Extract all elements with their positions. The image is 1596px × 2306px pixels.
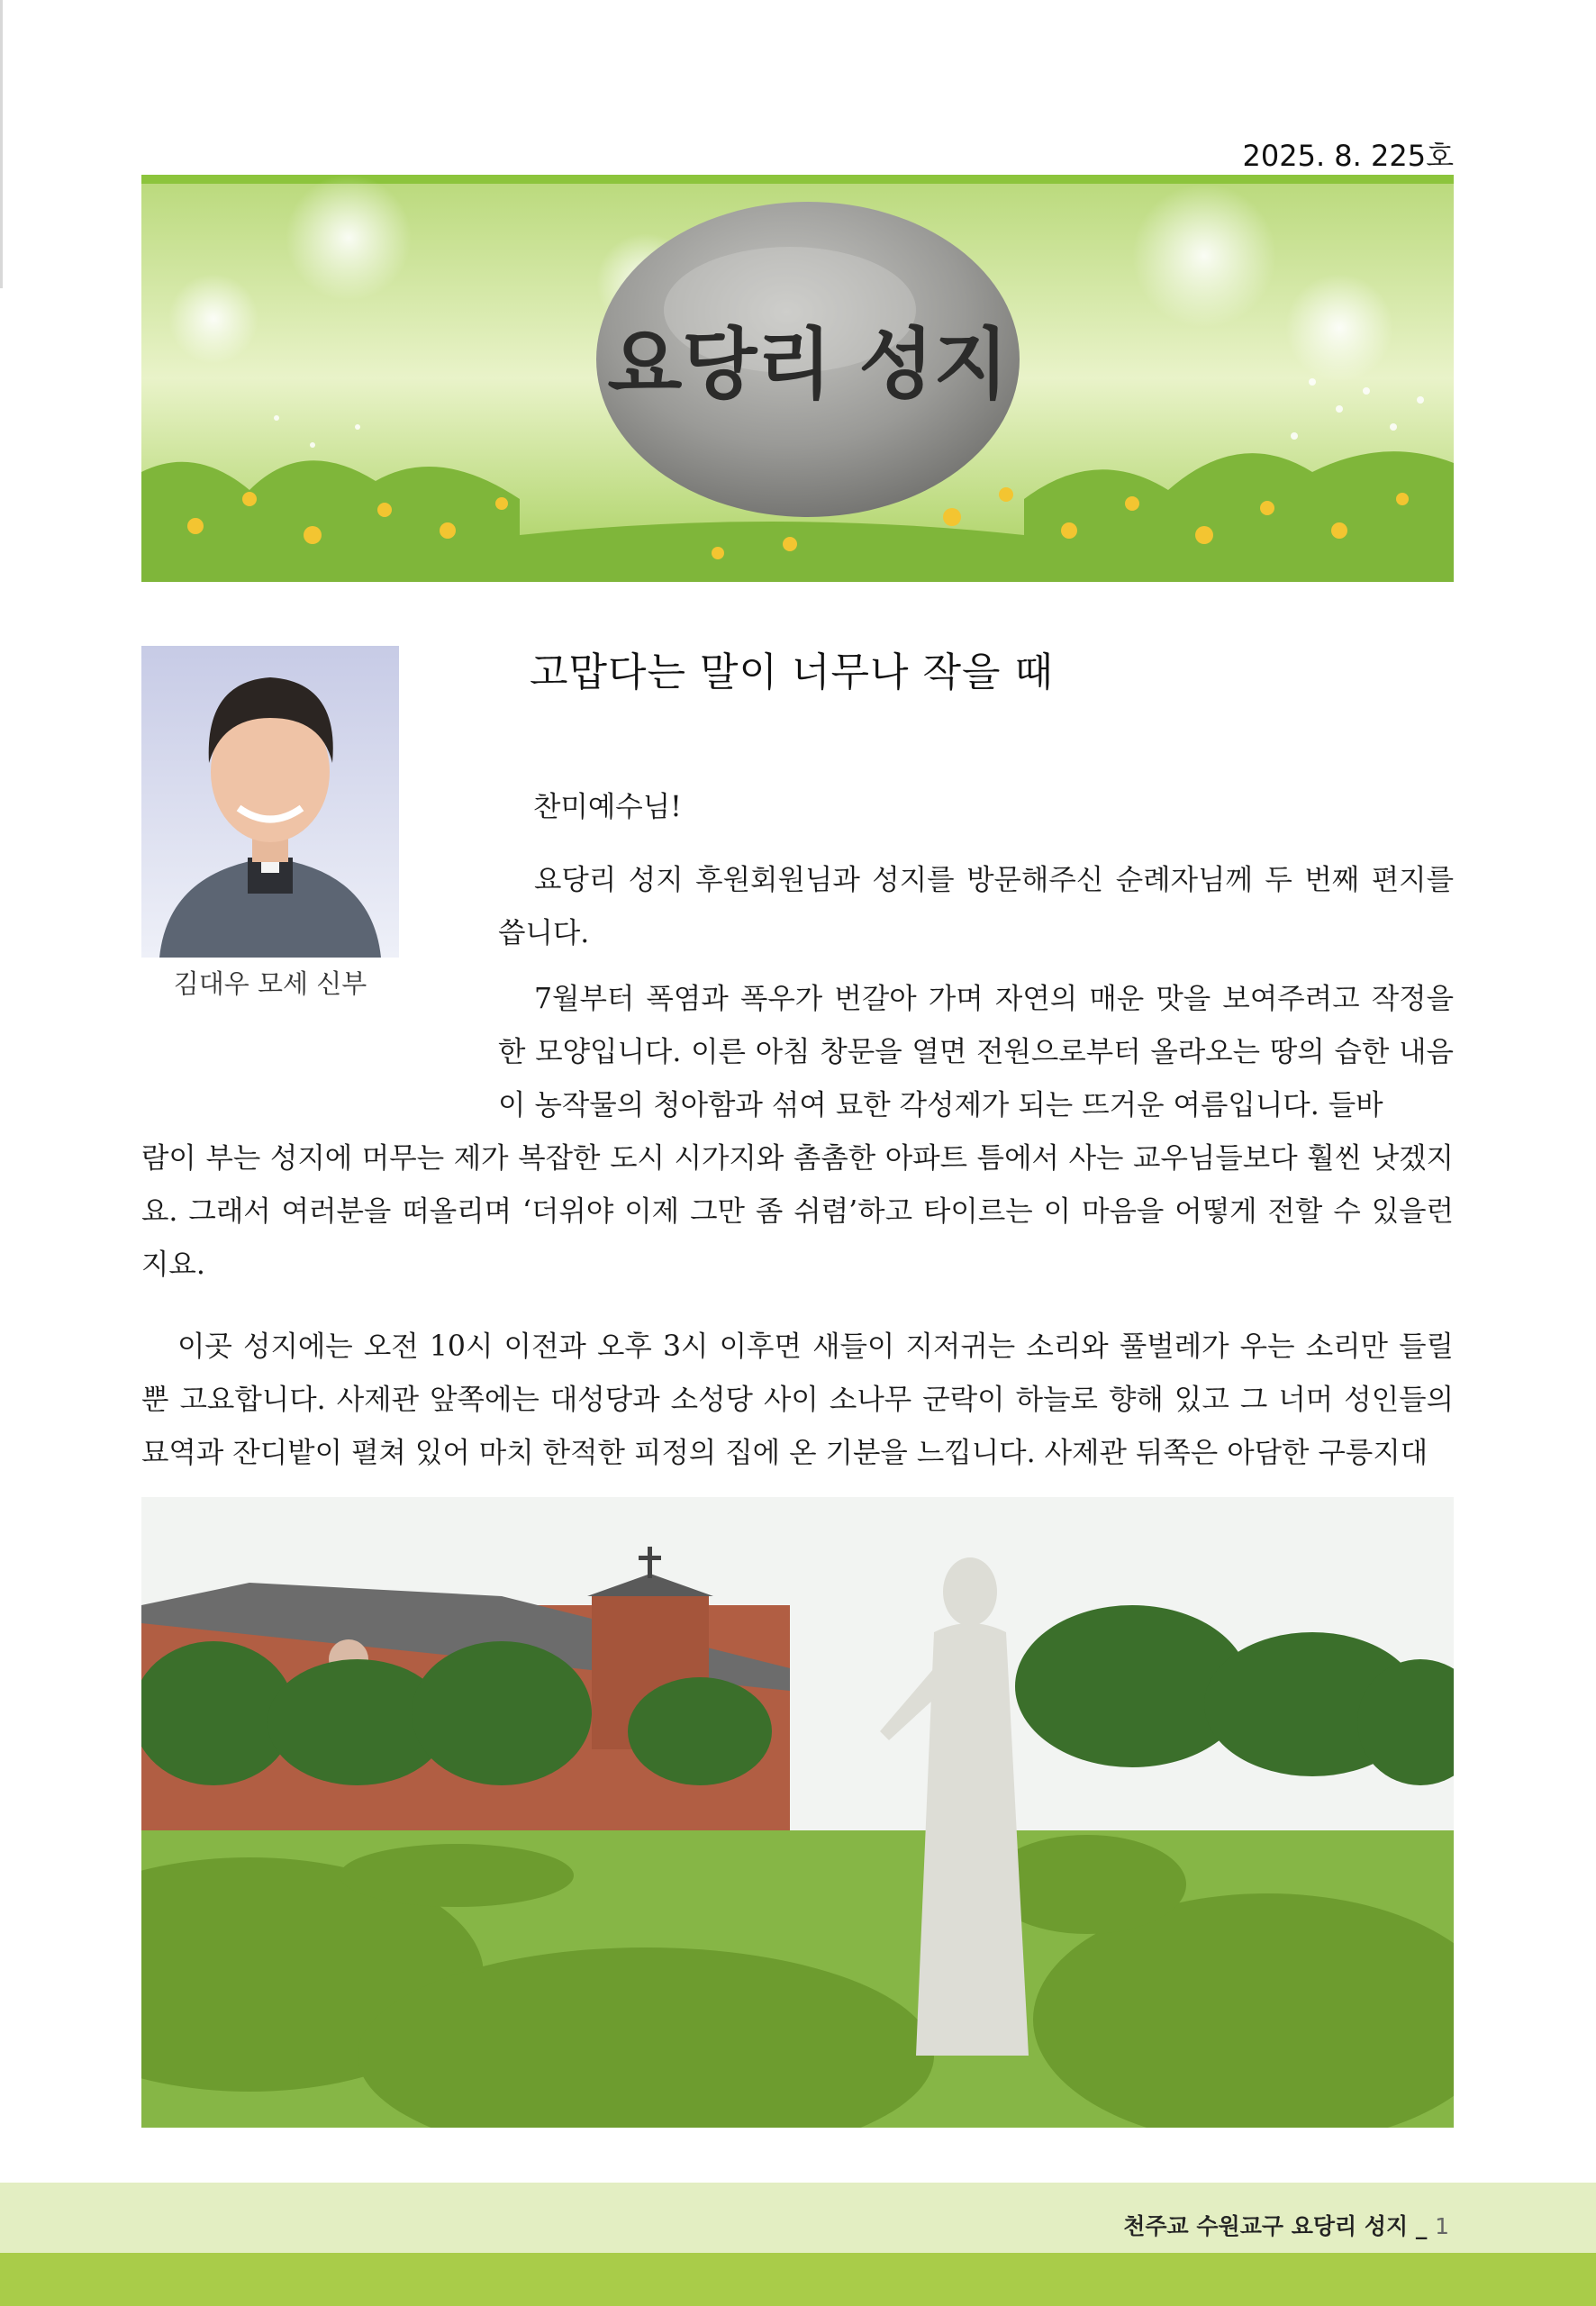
footer-org: 천주교 수원교구 요당리 성지 _	[1123, 2213, 1428, 2239]
footer-bar	[0, 2253, 1596, 2306]
shrine-photo	[141, 1497, 1454, 2128]
paragraph-1	[498, 854, 1454, 960]
banner	[141, 175, 1454, 582]
author-caption: 김대우 모세 신부	[173, 968, 367, 999]
paragraph-1-text: 요당리 성지 후원회원님과 성지를 방문해주신 순례자님께 두 번째 편지를 씁니다.	[498, 864, 1454, 949]
page-edge	[0, 0, 3, 288]
paragraph-3	[141, 1321, 1454, 1480]
paragraph-2-start	[498, 973, 1454, 1132]
author-portrait	[141, 646, 399, 958]
paragraph-2-continued-text: 람이 부는 성지에 머무는 제가 복잡한 도시 시가지와 촘촘한 아파트 틈에서 사는 교우님들보다 훨씬 낫겠지요. 그래서 여러분을 떠올리며 ‘더위야 이제 그만 좀 쉬렴’하고 타이르는 이 마음을 어떻게 전할 수 있을런지요.	[141, 1142, 1454, 1281]
footer-text	[1123, 2209, 1449, 2241]
paragraph-3-text: 이곳 성지에는 오전 10시 이전과 오후 3시 이후면 새들이 지저귀는 소리와 풀벌레가 우는 소리만 들릴 뿐 고요합니다. 사제관 앞쪽에는 대성당과 소성당 사이 소나무 군락이 하늘로 향해 있고 그 너머 성인들의 묘역과 잔디밭이 펼쳐 있어 마치 한적한 피정의 집에 온 기분을 느낍니다. 사제관 뒤쪽은 아담한 구릉지대	[141, 1330, 1454, 1469]
stone-inscription: 요당리 성지	[607, 319, 1009, 410]
issue-label: 2025. 8. 225호	[1242, 139, 1454, 173]
paragraph-2-continued	[141, 1132, 1454, 1292]
greeting: 찬미예수님!	[533, 791, 682, 823]
page-number: 1	[1435, 2213, 1449, 2239]
article-title: 고맙다는 말이 너무나 작을 때	[530, 649, 1054, 695]
paragraph-2-start-text: 7월부터 폭염과 폭우가 번갈아 가며 자연의 매운 맛을 보여주려고 작정을 한 모양입니다. 이른 아침 창문을 열면 전원으로부터 올라오는 땅의 습한 내음이 농작물의 청아함과 섞여 묘한 각성제가 되는 뜨거운 여름입니다. 들바	[498, 983, 1454, 1121]
